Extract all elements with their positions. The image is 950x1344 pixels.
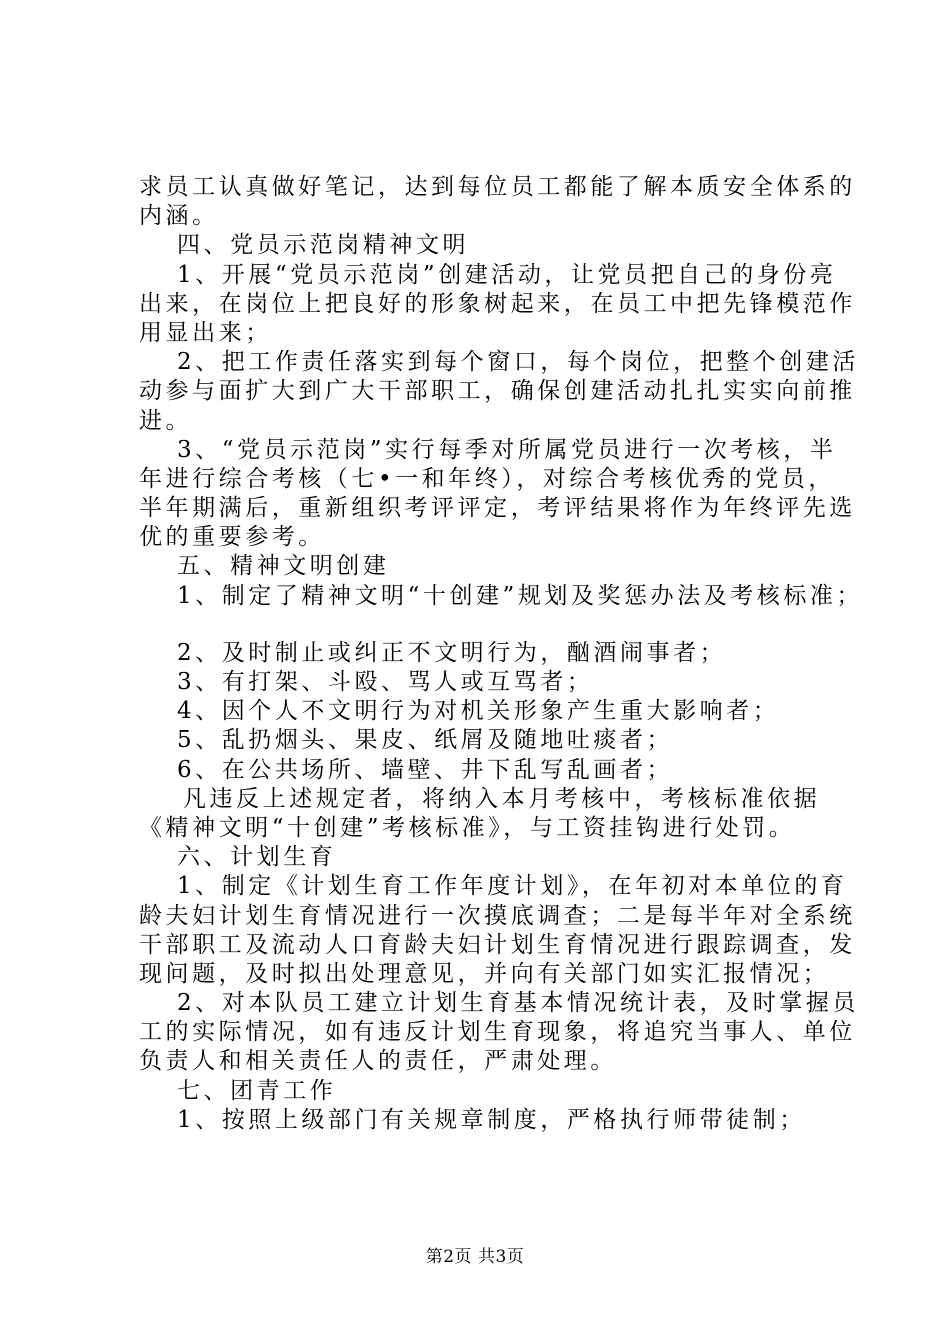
text-line: 2、及时制止或纠正不文明行为，酗酒闹事者； (177, 639, 727, 666)
text-line: 5、乱扔烟头、果皮、纸屑及随地吐痰者； (177, 727, 674, 754)
text-line: 3、“党员示范岗”实行每季对所属党员进行一次考核，半 (177, 436, 837, 463)
section-heading: 七、团青工作 (177, 1077, 337, 1104)
text-line: 1、开展“党员示范岗”创建活动，让党员把自己的身份亮 (177, 261, 837, 288)
text-line: 现问题，及时拟出处理意见，并向有关部门如实汇报情况； (139, 960, 830, 987)
text-line: 6、在公共场所、墙壁、井下乱写乱画者； (177, 756, 674, 783)
text-line: 干部职工及流动人口育龄夫妇计划生育情况进行跟踪调查，发 (139, 931, 856, 958)
text-line: 进。 (139, 407, 193, 434)
text-line: 年进行综合考核（七•一和年终），对综合考核优秀的党员， (139, 465, 835, 492)
text-line: 凡违反上述规定者，将纳入本月考核中，考核标准依据 (183, 785, 821, 812)
text-line: 1、按照上级部门有关规章制度，严格执行师带徒制； (177, 1106, 806, 1133)
text-line: 求员工认真做好笔记，达到每位员工都能了解本质安全体系的 (139, 174, 856, 200)
text-line: 动参与面扩大到广大干部职工，确保创建活动扎扎实实向前推 (139, 378, 856, 405)
document-body (139, 173, 863, 1135)
section-heading: 四、党员示范岗精神文明 (177, 232, 470, 259)
section-heading: 五、精神文明创建 (177, 553, 390, 580)
text-line: 1、制定了精神文明“十创建”规划及奖惩办法及考核标准； (177, 582, 863, 609)
blank-line (139, 611, 829, 639)
text-line: 3、有打架、斗殴、骂人或互骂者； (177, 669, 594, 695)
text-line: 半年期满后，重新组织考评评定，考评结果将作为年终评先选 (139, 495, 856, 522)
text-line: 工的实际情况，如有违反计划生育现象，将追究当事人、单位 (139, 1019, 856, 1046)
text-line: 《精神文明“十创建”考核标准》，与工资挂钩进行处罚。 (139, 814, 796, 841)
text-line: 内涵。 (139, 203, 219, 230)
section-heading: 六、计划生育 (177, 844, 337, 871)
text-line: 出来，在岗位上把良好的形象树起来，在员工中把先锋模范作 (139, 290, 856, 317)
text-line: 1、制定《计划生育工作年度计划》，在年初对本单位的育 (177, 873, 848, 900)
text-line: 龄夫妇计划生育情况进行一次摸底调查；二是每半年对全系统 (139, 902, 856, 929)
text-line: 用显出来； (139, 319, 272, 346)
text-line: 4、因个人不文明行为对机关形象产生重大影响者； (177, 698, 780, 725)
text-line: 优的重要参考。 (139, 524, 325, 551)
page-footer: 第2页 共3页 (425, 1247, 525, 1267)
text-line: 负责人和相关责任人的责任，严肃处理。 (139, 1048, 617, 1075)
text-line: 2、把工作责任落实到每个窗口，每个岗位，把整个创建活 (177, 349, 859, 376)
text-line: 2、对本队员工建立计划生育基本情况统计表，及时掌握员 (177, 990, 859, 1017)
